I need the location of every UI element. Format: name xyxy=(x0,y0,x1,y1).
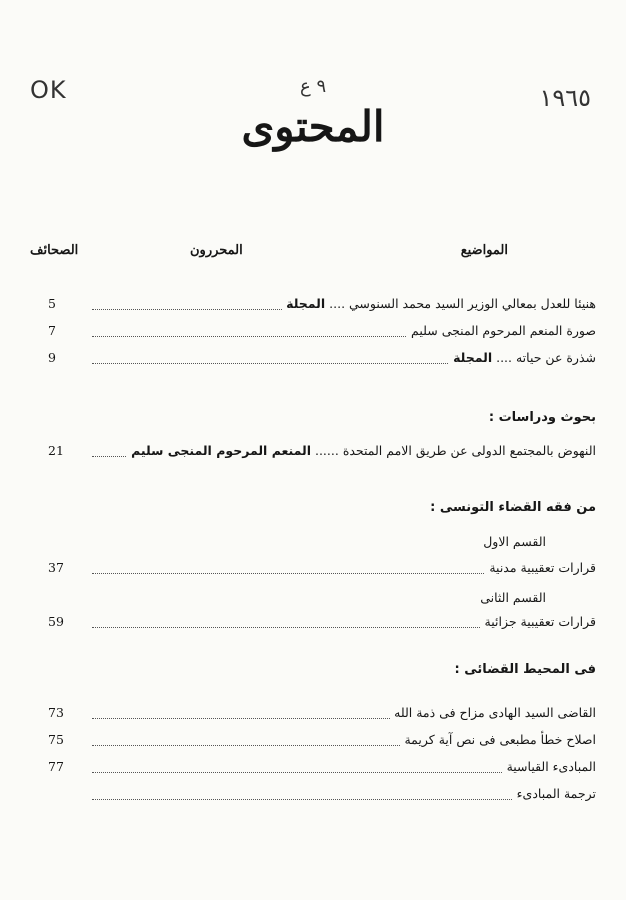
page-number: 7 xyxy=(48,323,56,338)
toc-row xyxy=(92,323,596,343)
toc-row xyxy=(92,759,596,779)
handwritten-issue-note: ٩ ع xyxy=(300,76,327,97)
toc-row xyxy=(92,732,596,752)
pages-header: الصحائف xyxy=(30,243,79,258)
page-number: 73 xyxy=(48,705,64,720)
entry-title: قرارات تعقيبية جزائية xyxy=(484,614,596,629)
toc-row xyxy=(92,296,596,316)
handwritten-year-mark: ١٩٦٥ xyxy=(539,84,591,112)
page-number: 59 xyxy=(48,614,64,629)
entry-title: صورة المنعم المرحوم المنجى سليم xyxy=(411,323,596,338)
subsection-first: القسم الاول xyxy=(483,534,546,549)
toc-row xyxy=(92,614,596,634)
toc-row xyxy=(92,443,596,463)
entry-author: المجلة xyxy=(286,296,326,311)
page-number: 9 xyxy=(48,350,56,365)
entry-title: القاضى السيد الهادى مزاح فى ذمة الله xyxy=(394,705,596,720)
section-heading-judicial: فى المحيط القضائى : xyxy=(454,662,596,677)
page-title: المحتوى xyxy=(241,102,385,151)
toc-entry: النهوض بالمجتمع الدولى عن طريق الامم المتحدة ...... المنعم المرحوم المنجى سليم xyxy=(127,443,596,458)
section-heading-research: بحوث ودراسات : xyxy=(488,410,596,425)
toc-entry xyxy=(400,732,596,747)
entry-title: قرارات تعقيبية مدنية xyxy=(489,560,596,575)
page-number: 75 xyxy=(48,732,64,747)
authors-header: المحررون xyxy=(190,243,243,258)
topics-header: المواضيع xyxy=(460,243,508,258)
section-heading-jurisprudence: من فقه القضاء التونسى : xyxy=(430,500,596,515)
toc-entry xyxy=(513,786,596,801)
handwritten-ok-mark: OK xyxy=(30,76,67,104)
page-number: 77 xyxy=(48,759,64,774)
page-number: 37 xyxy=(48,560,64,575)
entry-author: المنعم المرحوم المنجى سليم xyxy=(131,443,312,458)
page-number: 21 xyxy=(48,443,64,458)
entry-title: هنيئا للعدل بمعالي الوزير السيد محمد السنوسي xyxy=(349,296,596,311)
toc-entry xyxy=(390,705,596,720)
entry-title: ترجمة المبادىء xyxy=(516,786,596,801)
toc-entry xyxy=(407,323,596,338)
entry-title: المبادىء القياسية xyxy=(506,759,596,774)
page-number: 5 xyxy=(48,296,56,311)
entry-author: المجلة xyxy=(453,350,493,365)
toc-entry xyxy=(481,614,596,629)
toc-entry xyxy=(485,560,596,575)
toc-entry: هنيئا للعدل بمعالي الوزير السيد محمد السنوسي .... المجلة xyxy=(282,296,596,311)
entry-title: النهوض بالمجتمع الدولى عن طريق الامم المتحدة xyxy=(342,443,596,458)
toc-row xyxy=(92,560,596,580)
toc-row xyxy=(92,786,596,806)
toc-row xyxy=(92,350,596,370)
entry-title: شذرة عن حياته xyxy=(515,350,596,365)
toc-entry xyxy=(503,759,596,774)
subsection-second: القسم الثانى xyxy=(480,590,546,605)
entry-title: اصلاح خطأ مطبعى فى نص آية كريمة xyxy=(404,732,596,747)
toc-entry: شذرة عن حياته .... المجلة xyxy=(449,350,596,365)
toc-row xyxy=(92,705,596,725)
